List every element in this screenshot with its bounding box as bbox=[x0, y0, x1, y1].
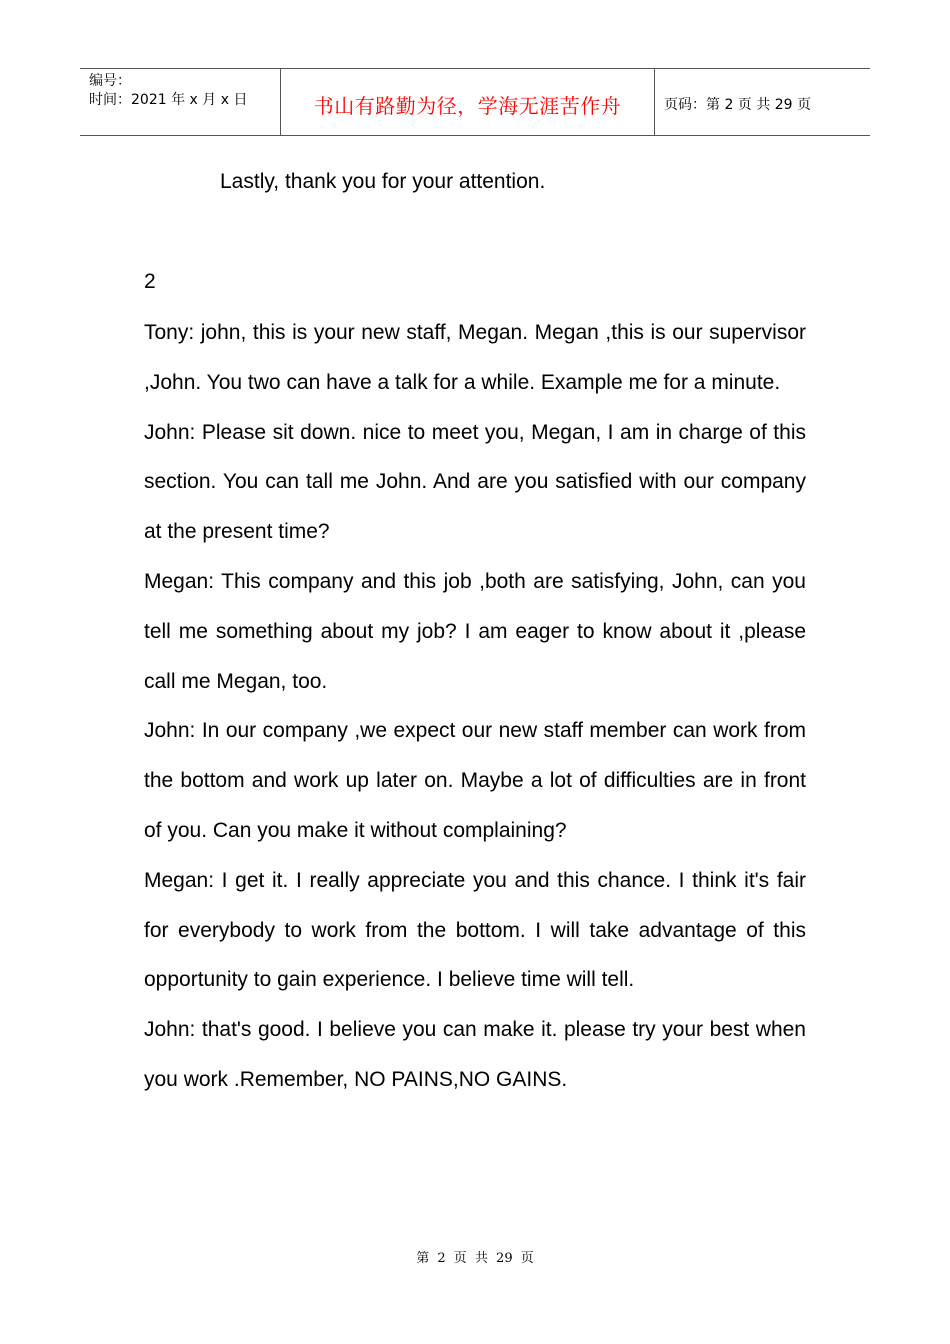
header-motto-cell bbox=[281, 69, 655, 135]
dialogue-paragraph: John: Please sit down. nice to meet you, Megan, I am in charge of this section. You can tall me John. And are you satisfied with our company at the present time? bbox=[144, 420, 806, 544]
dialogue-paragraph: John: that's good. I believe you can make it. please try your best when you work .Remember, NO PAINS,NO GAINS. bbox=[144, 1018, 806, 1091]
header-page-info: 页码：第 2 页 共 29 页 bbox=[664, 97, 811, 113]
document-number-label: 编号： bbox=[89, 73, 131, 89]
dialogue-paragraph: John: In our company ,we expect our new staff member can work from the bottom and work up later on. Maybe a lot of difficulties are in front of you. Can you make it without complaining? bbox=[144, 719, 806, 842]
section-number: 2 bbox=[144, 270, 156, 293]
header-motto: 书山有路勤为径，学海无涯苦作舟 bbox=[313, 94, 622, 118]
header-page-cell bbox=[655, 69, 870, 135]
dialogue-paragraph: Megan: I get it. I really appreciate you and this chance. I think it's fair for everybody to work from the bottom. I will take advantage of this opportunity to gain experience. I believe time will tell. bbox=[144, 868, 806, 992]
closing-line: Lastly, thank you for your attention. bbox=[220, 170, 546, 193]
dialogue-body bbox=[144, 308, 806, 1105]
header-meta-cell bbox=[80, 69, 281, 135]
page-footer: 第 2 页 共 29 页 bbox=[416, 1251, 534, 1266]
dialogue-paragraph: Tony: john, this is your new staff, Megan. Megan ,this is our supervisor ,John. You two can have a talk for a while. Example me for a minute. bbox=[144, 321, 806, 394]
dialogue-paragraph: Megan: This company and this job ,both are satisfying, John, can you tell me something about my job? I am eager to know about it ,please call me Megan, too. bbox=[144, 569, 806, 693]
document-date: 时间：2021 年 x 月 x 日 bbox=[89, 92, 248, 108]
page-header-table bbox=[80, 68, 870, 136]
